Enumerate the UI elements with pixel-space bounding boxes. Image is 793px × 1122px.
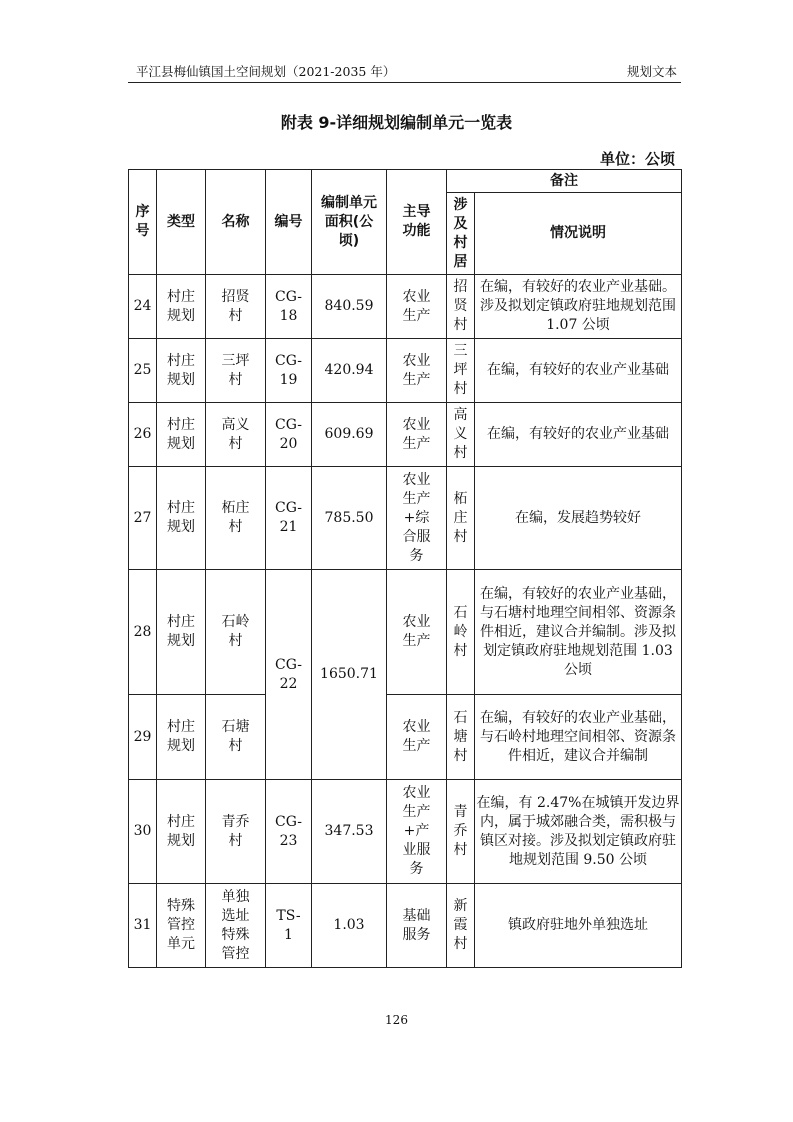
- cell-seq: 26: [129, 403, 157, 467]
- table-row: [129, 695, 682, 780]
- cell-name: 柘庄村: [206, 467, 266, 570]
- cell-name: 石塘村: [206, 695, 266, 780]
- cell-seq: 27: [129, 467, 157, 570]
- planning-units-table: [128, 169, 682, 968]
- page-number: 126: [385, 1013, 408, 1027]
- cell-function: 农业生产+综合服务: [387, 467, 447, 570]
- cell-village: 石塘村: [447, 695, 475, 780]
- table-title: 附表 9-详细规划编制单元一览表: [280, 113, 513, 132]
- table-row: [129, 275, 682, 339]
- cell-village: 青乔村: [447, 780, 475, 884]
- cell-type: 村庄规划: [157, 403, 206, 467]
- cell-code: CG-21: [266, 467, 312, 570]
- cell-name: 青乔村: [206, 780, 266, 884]
- header-remarks: 备注: [447, 170, 682, 193]
- header-type: 类型: [157, 170, 206, 275]
- cell-desc: 镇政府驻地外单独选址: [475, 884, 682, 968]
- table-row: [129, 339, 682, 403]
- cell-code: CG-18: [266, 275, 312, 339]
- cell-code: TS-1: [266, 884, 312, 968]
- cell-village: 高义村: [447, 403, 475, 467]
- cell-desc: 在编，有较好的农业产业基础: [475, 339, 682, 403]
- cell-seq: 30: [129, 780, 157, 884]
- cell-village: 新霞村: [447, 884, 475, 968]
- cell-desc: 在编，有较好的农业产业基础。涉及拟划定镇政府驻地规划范围 1.07 公顷: [475, 275, 682, 339]
- cell-type: 村庄规划: [157, 467, 206, 570]
- cell-area: 1.03: [312, 884, 387, 968]
- cell-seq: 31: [129, 884, 157, 968]
- header-village: 涉及村居: [447, 193, 475, 275]
- header-code: 编号: [266, 170, 312, 275]
- header-document-type: 规划文本: [626, 64, 677, 79]
- cell-function: 基础服务: [387, 884, 447, 968]
- cell-function: 农业生产: [387, 570, 447, 695]
- cell-desc: 在编，有较好的农业产业基础: [475, 403, 682, 467]
- cell-code: CG-23: [266, 780, 312, 884]
- cell-code: CG-20: [266, 403, 312, 467]
- cell-code: CG-19: [266, 339, 312, 403]
- cell-village: 三坪村: [447, 339, 475, 403]
- cell-desc: 在编，有 2.47%在城镇开发边界内，属于城郊融合类，需积极与镇区对接。涉及拟划定镇政府驻地规划范围 9.50 公顷: [475, 780, 682, 884]
- cell-area: 840.59: [312, 275, 387, 339]
- table-row: [129, 570, 682, 695]
- cell-function: 农业生产+产业服务: [387, 780, 447, 884]
- cell-function: 农业生产: [387, 275, 447, 339]
- table-row: [129, 884, 682, 968]
- cell-seq: 25: [129, 339, 157, 403]
- header-function: 主导功能: [387, 170, 447, 275]
- cell-function: 农业生产: [387, 403, 447, 467]
- cell-type: 村庄规划: [157, 339, 206, 403]
- cell-area: 347.53: [312, 780, 387, 884]
- page-header: [128, 60, 681, 83]
- cell-code: CG-22: [266, 570, 312, 780]
- unit-note: 单位：公顷: [599, 150, 675, 168]
- cell-area: 1650.71: [312, 570, 387, 780]
- cell-desc: 在编，有较好的农业产业基础，与石塘村地理空间相邻、资源条件相近，建议合并编制。涉及拟划定镇政府驻地规划范围 1.03 公顷: [475, 570, 682, 695]
- table-row: [129, 467, 682, 570]
- cell-name: 招贤村: [206, 275, 266, 339]
- cell-function: 农业生产: [387, 695, 447, 780]
- cell-function: 农业生产: [387, 339, 447, 403]
- cell-type: 村庄规划: [157, 695, 206, 780]
- cell-type: 特殊管控单元: [157, 884, 206, 968]
- cell-name: 高义村: [206, 403, 266, 467]
- cell-village: 招贤村: [447, 275, 475, 339]
- cell-type: 村庄规划: [157, 570, 206, 695]
- cell-area: 785.50: [312, 467, 387, 570]
- table-row: [129, 780, 682, 884]
- cell-seq: 24: [129, 275, 157, 339]
- header-document-title: 平江县梅仙镇国土空间规划（2021-2035 年）: [136, 64, 396, 79]
- header-area: 编制单元面积(公顷): [312, 170, 387, 275]
- cell-name: 石岭村: [206, 570, 266, 695]
- cell-name: 三坪村: [206, 339, 266, 403]
- cell-area: 420.94: [312, 339, 387, 403]
- cell-village: 柘庄村: [447, 467, 475, 570]
- cell-seq: 29: [129, 695, 157, 780]
- table-row: [129, 403, 682, 467]
- cell-desc: 在编，有较好的农业产业基础，与石岭村地理空间相邻、资源条件相近，建议合并编制: [475, 695, 682, 780]
- cell-type: 村庄规划: [157, 780, 206, 884]
- header-desc: 情况说明: [475, 193, 682, 275]
- header-seq: 序号: [129, 170, 157, 275]
- cell-village: 石岭村: [447, 570, 475, 695]
- cell-area: 609.69: [312, 403, 387, 467]
- cell-seq: 28: [129, 570, 157, 695]
- cell-type: 村庄规划: [157, 275, 206, 339]
- cell-desc: 在编，发展趋势较好: [475, 467, 682, 570]
- cell-name: 单独选址特殊管控: [206, 884, 266, 968]
- header-name: 名称: [206, 170, 266, 275]
